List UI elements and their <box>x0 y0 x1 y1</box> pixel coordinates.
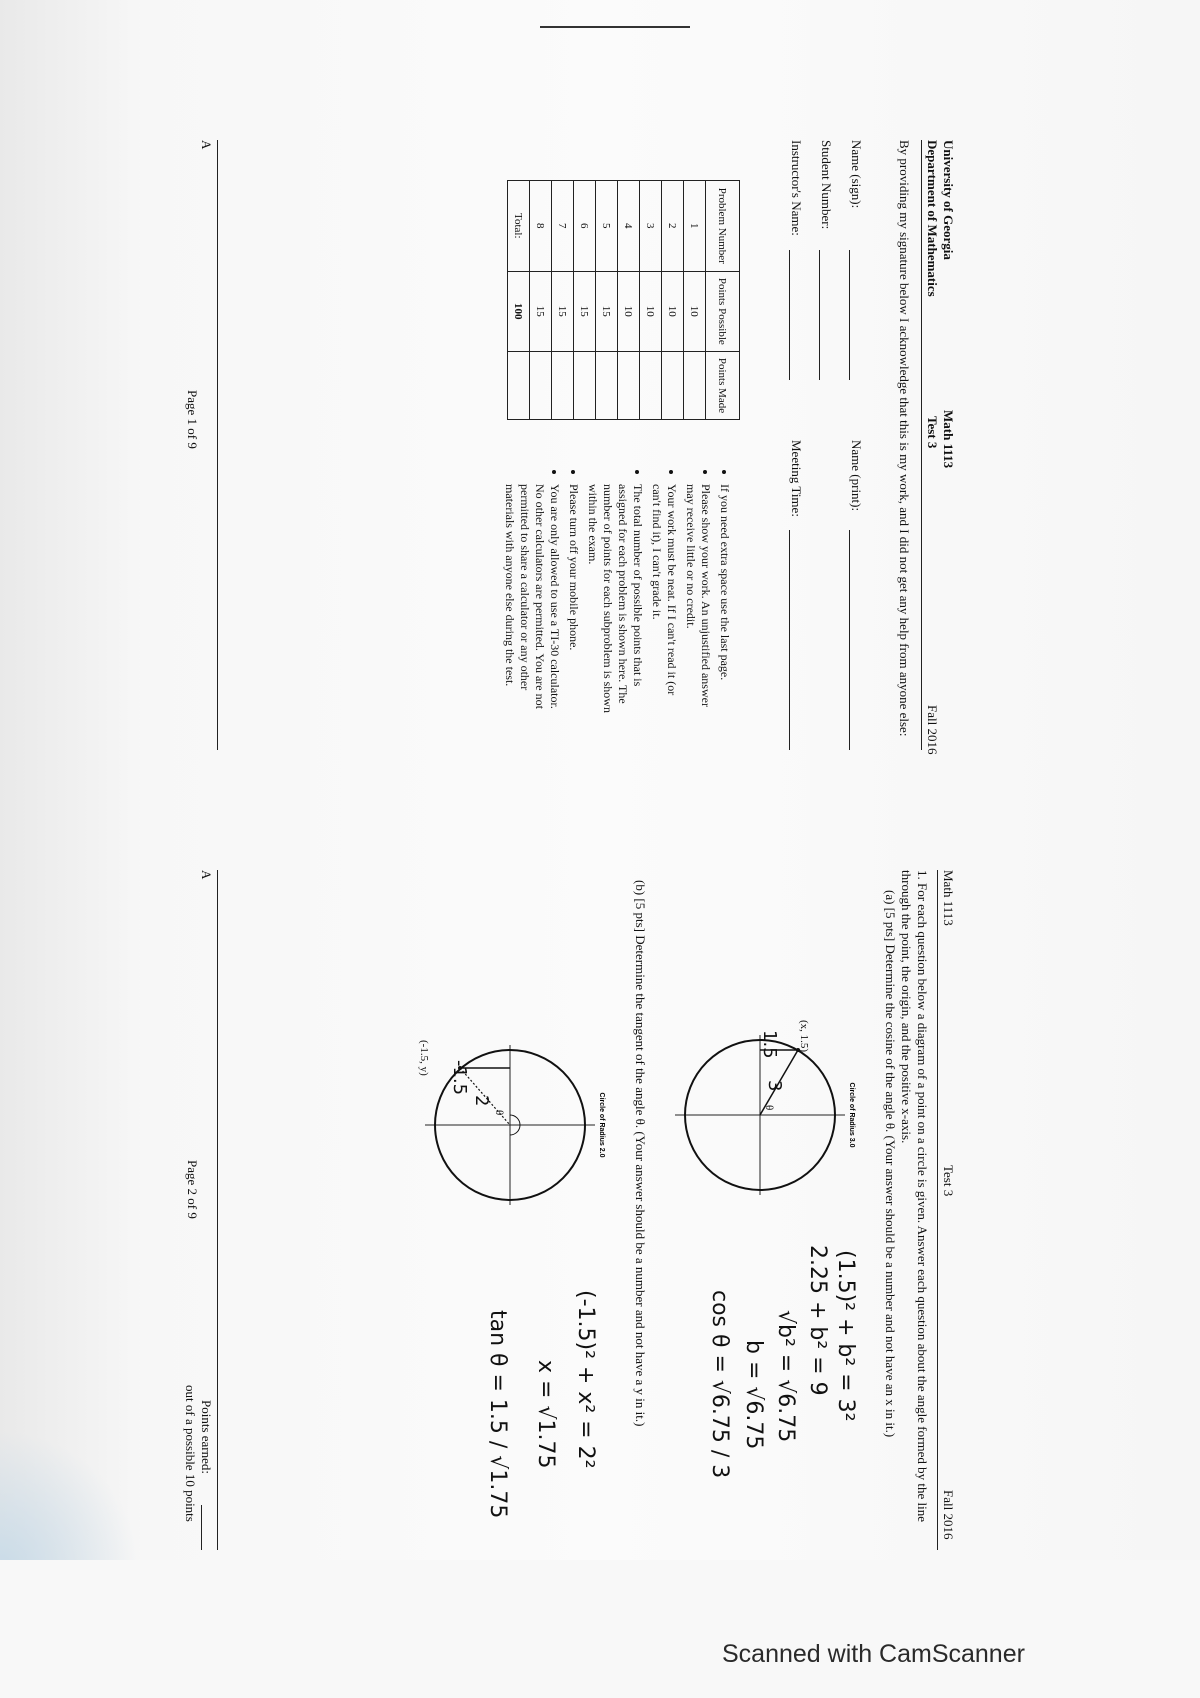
points-possible: 15 <box>596 271 618 352</box>
test-title: Test 3 <box>925 416 940 449</box>
footer-rule <box>217 140 218 750</box>
problem-number: 6 <box>574 181 596 272</box>
department-name: Department of Mathematics <box>925 140 940 297</box>
instructor-label: Instructor's Name: <box>789 140 804 236</box>
points-possible-note: out of a possible 10 points <box>183 1385 198 1522</box>
points-made[interactable] <box>618 352 640 420</box>
table-row <box>640 181 662 420</box>
term: Fall 2016 <box>941 1490 956 1540</box>
points-possible: 15 <box>530 271 552 352</box>
camscanner-watermark: Scanned with CamScanner <box>722 1640 1025 1668</box>
page-number: Page 1 of 9 <box>185 390 200 449</box>
question-1-intro: 1. For each question below a diagram of a point on a circle is given. Answer each question about the angle formed by the line through the point, the origin, and the positive x-axis. <box>898 870 930 1522</box>
points-made[interactable] <box>684 352 706 420</box>
points-made[interactable] <box>662 352 684 420</box>
total-made[interactable] <box>508 352 530 420</box>
page-number: Page 2 of 9 <box>185 1160 200 1219</box>
table-row <box>618 181 640 420</box>
total-points: 100 <box>508 271 530 352</box>
problem-number: 4 <box>618 181 640 272</box>
handwritten-work-a: √b² = √6.75 <box>773 1310 798 1443</box>
handwritten-work-b: (-1.5)² + x² = 2² <box>573 1290 598 1469</box>
problem-number: 3 <box>640 181 662 272</box>
version-mark: A <box>199 140 214 150</box>
points-made[interactable] <box>552 352 574 420</box>
instruction-item: • You are only allowed to use a TI-30 calculator. No other calculators are permitted. You are not permitted to share a calculator or any other materials with anyone else during the test. <box>502 484 562 720</box>
student-number-label: Student Number: <box>819 140 834 230</box>
handwritten-hyp-a: 3 <box>764 1080 785 1092</box>
meeting-time-label: Meeting Time: <box>789 440 804 517</box>
handwritten-work-a: b = √6.75 <box>741 1340 766 1450</box>
table-row <box>596 181 618 420</box>
name-sign-label: Name (sign): <box>849 140 864 209</box>
name-sign-field[interactable] <box>849 250 850 380</box>
instruction-item: • If you need extra space use the last page. <box>717 484 732 720</box>
table-row <box>552 181 574 420</box>
question-1a: (a) [5 pts] Determine the cosine of the angle θ. (Your answer should be a number and not have an x in it.) <box>883 890 898 1438</box>
table-row <box>684 181 706 420</box>
instructions-list <box>498 470 732 720</box>
score-table <box>507 180 740 420</box>
page-edge-line <box>540 26 690 28</box>
meeting-time-field[interactable] <box>789 530 790 750</box>
handwritten-work-a: 2.25 + b² = 9 <box>805 1245 830 1396</box>
student-number-field[interactable] <box>819 250 820 380</box>
point-label-a: (x, 1.5) <box>798 1020 810 1053</box>
total-label: Total: <box>508 181 530 272</box>
name-print-field[interactable] <box>849 530 850 750</box>
instruction-item: • The total number of possible points that is assigned for each problem is shown here. The number of points for each subproblem is shown within the exam. <box>585 484 645 720</box>
table-row <box>530 181 552 420</box>
table-row <box>662 181 684 420</box>
table-header-problem: Problem Number <box>706 181 740 272</box>
university-name: University of Georgia <box>941 140 956 260</box>
problem-number: 2 <box>662 181 684 272</box>
instruction-item: • Your work must be neat. If I can't read it (or can't find it), I can't grade it. <box>649 484 679 720</box>
handwritten-work-b: x = √1.75 <box>533 1360 558 1469</box>
header-rule <box>937 870 938 1550</box>
points-possible: 10 <box>618 271 640 352</box>
exam-sheet <box>170 140 970 1560</box>
handwritten-work-a: (1.5)² + b² = 3² <box>833 1250 858 1422</box>
point-label-b: (-1.5, y) <box>418 1040 430 1076</box>
points-possible: 15 <box>552 271 574 352</box>
angle-label-b: θ <box>493 1110 505 1116</box>
footer-rule <box>217 870 218 1550</box>
handwritten-answer-b: tan θ = 1.5 / √1.75 <box>485 1310 510 1519</box>
pledge-text: By providing my signature below I acknowledge that this is my work, and I did not get any help from anyone else: <box>897 140 912 737</box>
name-print-label: Name (print): <box>849 440 864 512</box>
course-title: Math 1113 <box>941 410 956 469</box>
handwritten-side-b: -1.5 <box>449 1060 470 1096</box>
points-made[interactable] <box>574 352 596 420</box>
instruction-item: • Please show your work. An unjustified answer may receive little or no credit. <box>683 484 713 720</box>
points-made[interactable] <box>530 352 552 420</box>
instructor-field[interactable] <box>789 250 790 380</box>
question-1b: (b) [5 pts] Determine the tangent of the angle θ. (Your answer should be a number and not have a y in it.) <box>633 880 648 1427</box>
table-row <box>574 181 596 420</box>
table-row-total <box>508 181 530 420</box>
points-possible: 15 <box>574 271 596 352</box>
points-possible: 10 <box>662 271 684 352</box>
handwritten-hyp-b: 2 <box>471 1095 492 1107</box>
svg-text:Circle of Radius 2.0: Circle of Radius 2.0 <box>598 1092 605 1158</box>
scan-shadow <box>0 1430 140 1570</box>
angle-label-a: θ <box>763 1105 775 1111</box>
table-header-points: Points Possible <box>706 271 740 352</box>
scanner-footer <box>0 1560 1200 1698</box>
table-header-made: Points Made <box>706 352 740 420</box>
header-rule <box>921 140 922 750</box>
problem-number: 7 <box>552 181 574 272</box>
course-title: Math 1113 <box>941 870 956 926</box>
points-possible: 10 <box>684 271 706 352</box>
version-mark: A <box>199 870 214 880</box>
points-made[interactable] <box>640 352 662 420</box>
handwritten-answer-a: cos θ = √6.75 / 3 <box>707 1290 732 1479</box>
points-earned-label: Points earned: <box>199 1400 214 1475</box>
test-title: Test 3 <box>941 1165 956 1197</box>
instruction-item: • Please turn off your mobile phone. <box>566 484 581 720</box>
svg-text:Circle of Radius 3.0: Circle of Radius 3.0 <box>848 1082 855 1148</box>
handwritten-side-a: 1.5 <box>759 1030 780 1059</box>
problem-number: 8 <box>530 181 552 272</box>
points-earned-field[interactable] <box>201 1505 202 1550</box>
problem-number: 1 <box>684 181 706 272</box>
problem-number: 5 <box>596 181 618 272</box>
points-possible: 10 <box>640 271 662 352</box>
term: Fall 2016 <box>925 705 940 755</box>
points-made[interactable] <box>596 352 618 420</box>
